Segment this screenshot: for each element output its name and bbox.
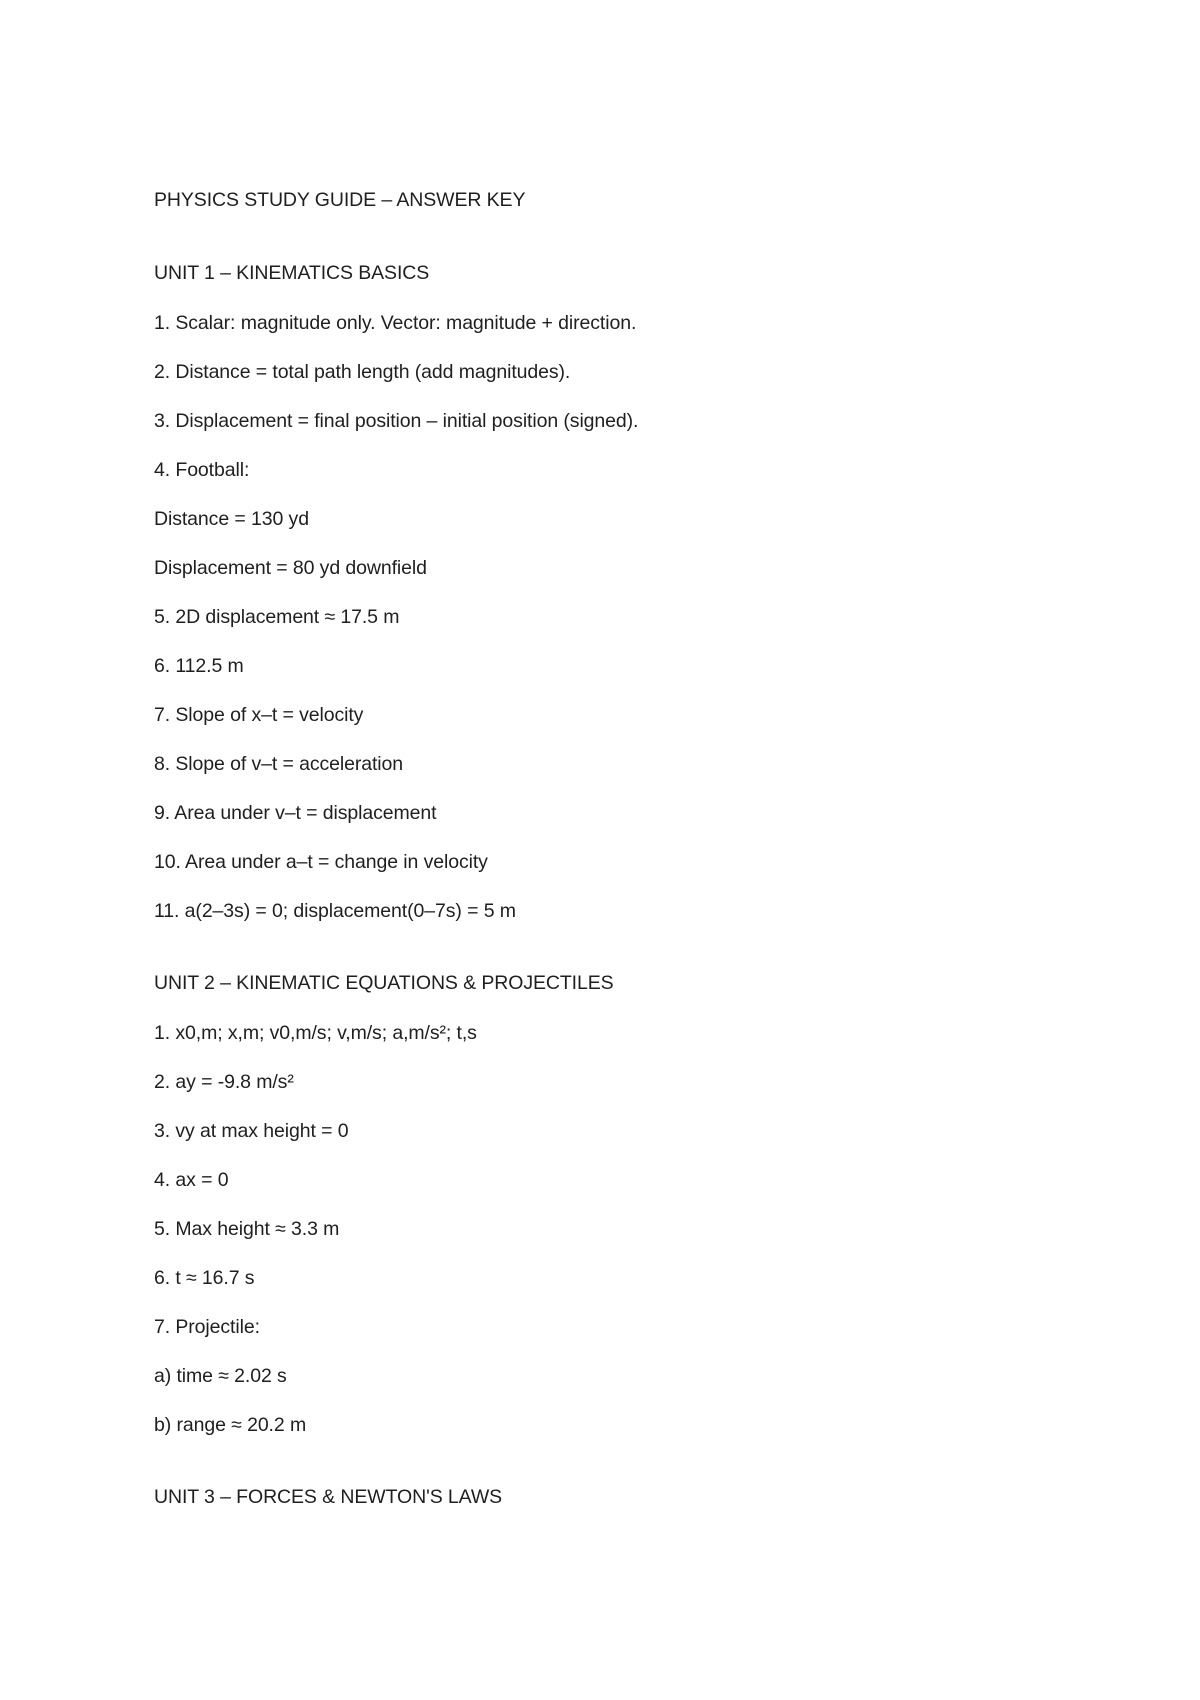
answer-line: 2. ay = -9.8 m/s² bbox=[154, 1071, 294, 1093]
answer-line: 1. Scalar: magnitude only. Vector: magnitude + direction. bbox=[154, 312, 637, 334]
unit-2-heading: UNIT 2 – KINEMATIC EQUATIONS & PROJECTILES bbox=[154, 972, 614, 994]
unit-1-heading: UNIT 1 – KINEMATICS BASICS bbox=[154, 262, 430, 284]
answer-line: 5. 2D displacement ≈ 17.5 m bbox=[154, 606, 400, 628]
answer-line: Distance = 130 yd bbox=[154, 508, 309, 530]
answer-line: 3. vy at max height = 0 bbox=[154, 1120, 349, 1142]
answer-line: 10. Area under a–t = change in velocity bbox=[154, 851, 488, 873]
unit-3-heading: UNIT 3 – FORCES & NEWTON'S LAWS bbox=[154, 1486, 503, 1508]
unit-3-section bbox=[154, 1485, 1134, 1509]
answer-line: 9. Area under v–t = displacement bbox=[154, 802, 437, 824]
answer-line: 11. a(2–3s) = 0; displacement(0–7s) = 5 m bbox=[154, 900, 516, 922]
answer-line: 5. Max height ≈ 3.3 m bbox=[154, 1218, 340, 1240]
document-title: PHYSICS STUDY GUIDE – ANSWER KEY bbox=[154, 189, 526, 211]
answer-line: 8. Slope of v–t = acceleration bbox=[154, 753, 404, 775]
answer-line: 4. ax = 0 bbox=[154, 1169, 229, 1191]
answer-line: 2. Distance = total path length (add magnitudes). bbox=[154, 361, 571, 383]
answer-line: a) time ≈ 2.02 s bbox=[154, 1365, 287, 1387]
document-body bbox=[154, 188, 1134, 1509]
answer-line: b) range ≈ 20.2 m bbox=[154, 1414, 307, 1436]
answer-line: 7. Projectile: bbox=[154, 1316, 260, 1338]
unit-2-section bbox=[154, 971, 1134, 1437]
unit-1-section bbox=[154, 261, 1134, 923]
answer-line: 6. t ≈ 16.7 s bbox=[154, 1267, 255, 1289]
answer-line: 7. Slope of x–t = velocity bbox=[154, 704, 364, 726]
answer-line: 4. Football: bbox=[154, 459, 250, 481]
answer-line: Displacement = 80 yd downfield bbox=[154, 557, 427, 579]
answer-line: 6. 112.5 m bbox=[154, 655, 244, 677]
answer-line: 1. x0,m; x,m; v0,m/s; v,m/s; a,m/s²; t,s bbox=[154, 1022, 477, 1044]
answer-line: 3. Displacement = final position – initial position (signed). bbox=[154, 410, 639, 432]
